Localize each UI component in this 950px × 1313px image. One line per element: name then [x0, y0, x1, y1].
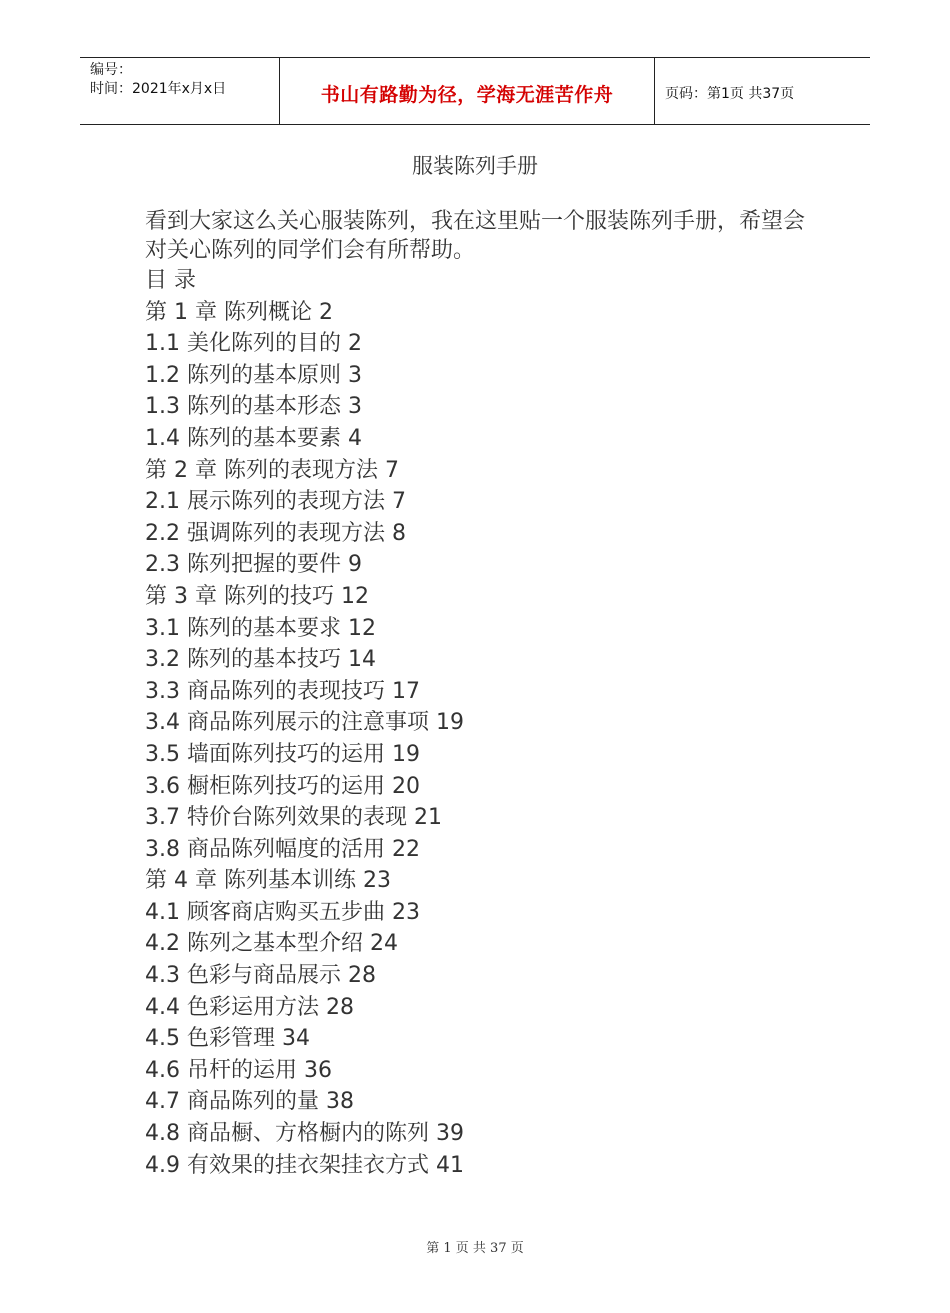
- toc-item: 4.7 商品陈列的量 38: [145, 1089, 354, 1115]
- toc-item: 1.1 美化陈列的目的 2: [145, 331, 362, 357]
- table-of-contents: [145, 265, 464, 1181]
- document-title: 服装陈列手册: [412, 154, 538, 178]
- header-page-info: 页码：第1页 共37页: [665, 86, 795, 102]
- toc-heading: 目 录: [145, 268, 196, 293]
- toc-item: 2.3 陈列把握的要件 9: [145, 552, 362, 578]
- page-footer: 第 1 页 共 37 页: [426, 1241, 524, 1256]
- toc-item: 第 3 章 陈列的技巧 12: [145, 583, 369, 609]
- toc-item: 3.6 橱柜陈列技巧的运用 20: [145, 773, 420, 799]
- toc-item: 1.3 陈列的基本形态 3: [145, 394, 362, 420]
- toc-item: 3.5 墙面陈列技巧的运用 19: [145, 741, 420, 767]
- toc-item: 4.2 陈列之基本型介绍 24: [145, 931, 398, 957]
- intro-paragraph: 看到大家这么关心服装陈列，我在这里贴一个服装陈列手册，希望会对关心陈列的同学们会有所帮助。: [145, 209, 806, 263]
- header-meta: [80, 58, 280, 124]
- document-time-label: 时间：2021年x月x日: [90, 81, 227, 97]
- toc-item: 3.8 商品陈列幅度的活用 22: [145, 836, 420, 862]
- toc-item: 第 4 章 陈列基本训练 23: [145, 868, 391, 894]
- toc-item: 3.3 商品陈列的表现技巧 17: [145, 678, 420, 704]
- toc-item: 4.4 色彩运用方法 28: [145, 994, 354, 1020]
- toc-item: 第 1 章 陈列概论 2: [145, 299, 333, 325]
- toc-item: 4.9 有效果的挂衣架挂衣方式 41: [145, 1152, 464, 1178]
- toc-item: 3.4 商品陈列展示的注意事项 19: [145, 710, 464, 736]
- toc-item: 4.1 顾客商店购买五步曲 23: [145, 899, 420, 925]
- toc-item: 4.5 色彩管理 34: [145, 1026, 310, 1052]
- toc-item: 第 2 章 陈列的表现方法 7: [145, 457, 399, 483]
- toc-item: 4.6 吊杆的运用 36: [145, 1057, 332, 1083]
- toc-item: 1.2 陈列的基本原则 3: [145, 362, 362, 388]
- toc-item: 3.7 特价台陈列效果的表现 21: [145, 805, 442, 831]
- toc-item: 4.8 商品橱、方格橱内的陈列 39: [145, 1121, 464, 1147]
- toc-item: 2.2 强调陈列的表现方法 8: [145, 520, 406, 546]
- toc-item: 3.1 陈列的基本要求 12: [145, 615, 376, 641]
- toc-item: 2.1 展示陈列的表现方法 7: [145, 489, 406, 515]
- toc-item: 1.4 陈列的基本要素 4: [145, 425, 362, 451]
- toc-item: 4.3 色彩与商品展示 28: [145, 963, 376, 989]
- toc-item: 3.2 陈列的基本技巧 14: [145, 647, 376, 673]
- page-header: [80, 57, 870, 125]
- document-number-label: 编号：: [90, 62, 132, 78]
- header-motto: 书山有路勤为径，学海无涯苦作舟: [280, 58, 655, 124]
